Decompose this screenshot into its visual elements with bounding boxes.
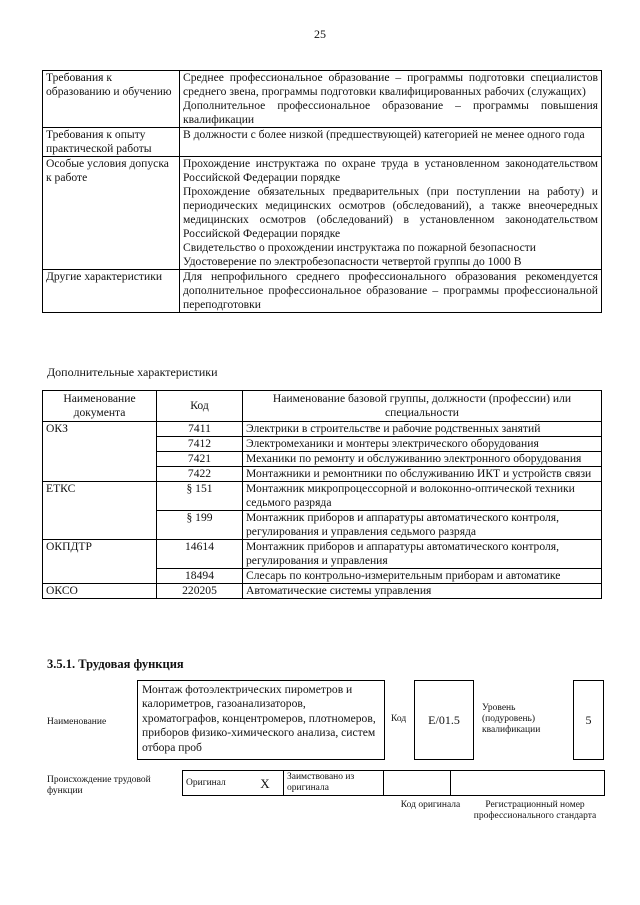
name-cell: Электрики в строительстве и рабочие родственных занятий [243,422,602,437]
row-label: Требования к образованию и обучению [43,71,180,128]
function-name: Монтаж фотоэлектрических пирометров и калориметров, газоанализаторов, хроматографов, концентромеров, плотномеров, приборов физико-химического анализа, систем отбора проб [142,683,376,754]
code-original-label: Код оригинала [400,800,461,810]
reg-number-label: Регистрационный номер профессионального стандарта [473,800,597,821]
original-label: Оригинал [183,771,248,796]
table-row [43,71,602,128]
name-label: Наименование [47,717,107,727]
table-row [43,584,602,599]
name-cell: Монтажник микропроцессорной и волоконно-оптической техники седьмого разряда [243,482,602,511]
code-cell: 18494 [157,569,243,584]
additional-table [42,390,602,599]
name-cell: Автоматические системы управления [243,584,602,599]
name-cell: Электромеханики и монтеры электрического оборудования [243,437,602,452]
code-cell: 7411 [157,422,243,437]
name-cell: Монтажники и ремонтники по обслуживанию ИКТ и устройств связи [243,467,602,482]
doc-cell: ЕТКС [43,482,157,540]
code-cell: 7422 [157,467,243,482]
requirements-table [42,70,602,313]
value-line: Среднее профессиональное образование – программы подготовки специалистов среднего звена, программы подготовки квалифицированных рабочих (служащих) [183,71,598,98]
row-label: Особые условия допуска к работе [43,157,180,270]
code-original-cell [384,771,451,796]
value-line: Прохождение обязательных предварительных (при поступлении на работу) и периодических медицинских осмотров (обследований), а также внеочередных медицинских осмотров (обследований) в установленном законодательством Российской Федерации порядке [183,185,598,240]
page-number: 25 [314,27,326,41]
row-value [180,71,602,128]
row-value [180,270,602,313]
section-heading: 3.5.1. Трудовая функция [47,657,184,671]
row-value [180,128,602,157]
table-row [43,270,602,313]
header-code: Код [157,391,243,422]
code-cell: § 199 [157,511,243,540]
value-line: Прохождение инструктажа по охране труда в установленном законодательством Российской Федерации порядке [183,157,598,184]
level-box [573,680,604,760]
row-label: Другие характеристики [43,270,180,313]
code-cell: 7421 [157,452,243,467]
origin-table [182,770,605,796]
doc-cell: ОКПДТР [43,540,157,584]
table-row [183,771,605,796]
value-line: Свидетельство о прохождении инструктажа по пожарной безопасности [183,241,536,254]
name-cell: Слесарь по контрольно-измерительным приборам и автоматике [243,569,602,584]
value-line: Для непрофильного среднего профессионального образования рекомендуется дополнительное профессиональное образование – программы профессиональной переподготовки [183,270,598,311]
header-doc: Наименование документа [43,391,157,422]
table-row [43,422,602,437]
name-cell: Механики по ремонту и обслуживанию электронного оборудования [243,452,602,467]
table-row [43,128,602,157]
function-name-box [137,680,385,760]
code-box [414,680,474,760]
code-cell: 14614 [157,540,243,569]
code-cell: 7412 [157,437,243,452]
row-value [180,157,602,270]
table-row [43,157,602,270]
name-cell: Монтажник приборов и аппаратуры автоматического контроля, регулирования и управления [243,540,602,569]
original-mark: X [247,771,284,796]
doc-cell: ОКЗ [43,422,157,482]
value-line: Удостоверение по электробезопасности четвертой группы до 1000 В [183,255,522,268]
doc-cell: ОКСО [43,584,157,599]
code-cell: 220205 [157,584,243,599]
code-cell: § 151 [157,482,243,511]
code-value: E/01.5 [428,712,460,727]
reg-number-cell [451,771,605,796]
value-line: Дополнительное профессиональное образование – программы повышения квалификации [183,99,598,126]
value-line: В должности с более низкой (предшествующей) категорией не менее одного года [183,128,585,141]
level-value: 5 [585,712,592,727]
name-cell: Монтажник приборов и аппаратуры автоматического контроля, регулирования и управления седьмого разряда [243,511,602,540]
borrowed-label: Заимствовано из оригинала [284,771,384,796]
table-row [43,540,602,569]
row-label: Требования к опыту практической работы [43,128,180,157]
origin-label: Происхождение трудовой функции [47,775,151,796]
table-row [43,482,602,511]
level-label: Уровень (подуровень) квалификации [482,703,541,735]
additional-title: Дополнительные характеристики [47,365,218,379]
code-label: Код [391,714,407,724]
header-name: Наименование базовой группы, должности (профессии) или специальности [243,391,602,422]
table-header-row [43,391,602,422]
